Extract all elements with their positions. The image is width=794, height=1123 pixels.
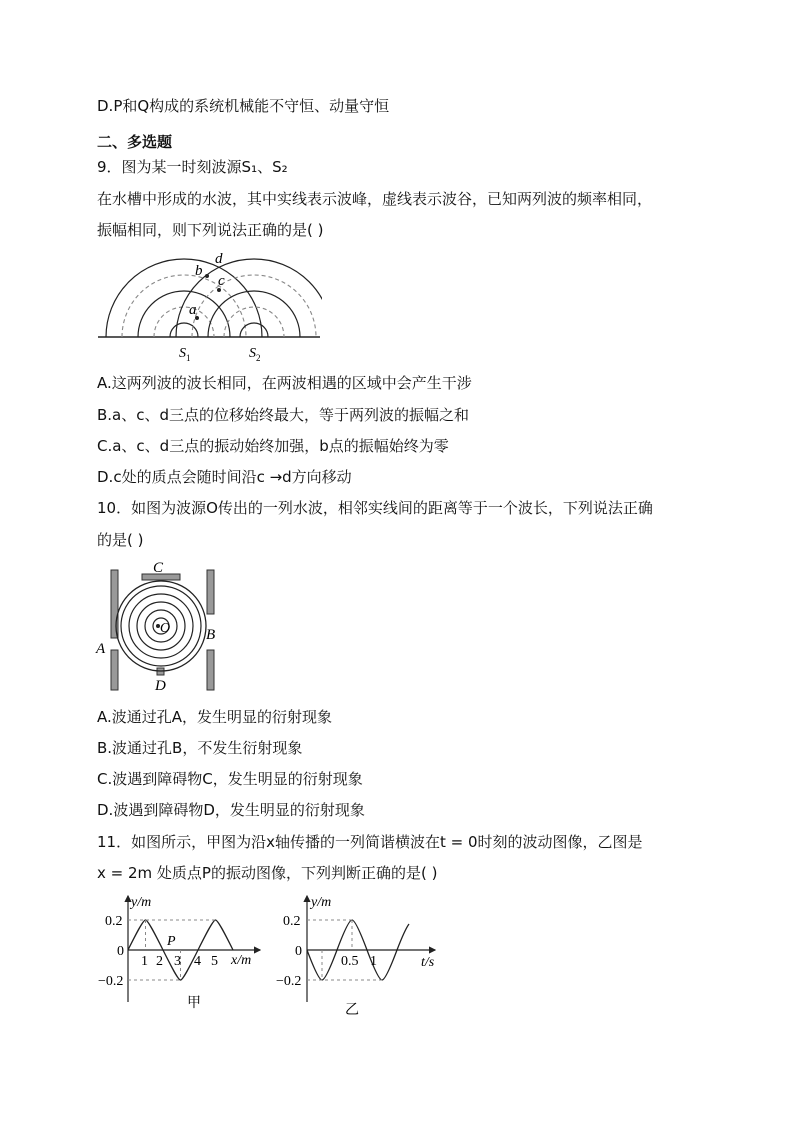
label-a: A (96, 641, 106, 657)
q10-option-d: D.波遇到障碍物D，发生明显的衍射现象 (97, 801, 365, 819)
q11-graph-jia (98, 890, 268, 1014)
point-b-dot (205, 274, 209, 278)
q10-stem-line1: 10．如图为波源O传出的一列水波，相邻实线间的距离等于一个波长，下列说法正确 (97, 499, 653, 517)
jia-xtick-2: 2 (156, 954, 163, 969)
svg-text:S1 (179, 346, 191, 363)
q10-diffraction-figure (94, 558, 224, 696)
wall-right-top (207, 570, 214, 614)
yi-ytick-neg: −0.2 (276, 974, 302, 989)
label-a: a (189, 302, 197, 318)
q10-option-a: A.波通过孔A，发生明显的衍射现象 (97, 708, 333, 726)
q10-stem-line2: 的是( ) (97, 531, 144, 549)
q10-option-b: B.波通过孔B，不发生衍射现象 (97, 739, 303, 757)
q11-graph-yi (275, 890, 445, 1020)
label-s2-sub: 2 (256, 353, 261, 363)
label-c: C (153, 560, 164, 576)
wall-left-top (111, 570, 118, 638)
q10-option-c: C.波遇到障碍物C，发生明显的衍射现象 (97, 770, 363, 788)
jia-caption: 甲 (187, 995, 201, 1011)
yi-xlabel: t/s (421, 955, 435, 970)
label-o: O (160, 621, 171, 636)
label-b: B (206, 627, 216, 643)
q9-option-c: C.a、c、d三点的振动始终加强，b点的振幅始终为零 (97, 437, 449, 455)
q9-stem-line1: 9．图为某一时刻波源S₁、S₂ (97, 158, 288, 176)
label-s1: S (179, 346, 186, 361)
jia-ytick-zero: 0 (117, 944, 124, 959)
q9-option-a: A.这两列波的波长相同，在两波相遇的区域中会产生干涉 (97, 374, 472, 392)
q9-interference-figure (94, 248, 324, 366)
jia-xtick-5: 5 (211, 954, 218, 969)
yi-xtick-1: 1 (370, 954, 377, 969)
jia-ytick-pos: 0.2 (105, 914, 123, 929)
jia-xtick-1: 1 (141, 954, 148, 969)
label-c: c (218, 273, 225, 289)
q9-option-d: D.c处的质点会随时间沿c →d方向移动 (97, 468, 352, 486)
jia-ylabel: y/m (131, 895, 152, 910)
yi-ylabel: y/m (311, 895, 332, 910)
section-heading: 二、多选题 (97, 133, 173, 151)
label-d: D (155, 678, 166, 694)
jia-xtick-3: 3 (174, 954, 181, 969)
jia-xlabel: x/m (231, 953, 252, 968)
jia-xtick-4: 4 (194, 954, 201, 969)
wall-right-bottom (207, 650, 214, 690)
yi-ytick-pos: 0.2 (283, 914, 301, 929)
q8-option-d: D.P和Q构成的系统机械能不守恒、动量守恒 (97, 97, 390, 115)
yi-xtick-0.5: 0.5 (341, 954, 359, 969)
label-s2: S (249, 346, 256, 361)
label-d: d (215, 251, 223, 267)
yi-caption: 乙 (345, 1002, 359, 1018)
wall-left-bottom (111, 650, 118, 690)
jia-point-p: P (167, 934, 176, 949)
q9-stem-line2: 在水槽中形成的水波，其中实线表示波峰，虚线表示波谷，已知两列波的频率相同， (97, 190, 653, 208)
q11-stem-line1: 11．如图所示，甲图为沿x轴传播的一列简谐横波在t = 0时刻的波动图像，乙图是 (97, 833, 643, 851)
label-b: b (195, 263, 203, 279)
q9-stem-line3: 振幅相同，则下列说法正确的是( ) (97, 221, 324, 239)
jia-ytick-neg: −0.2 (98, 974, 124, 989)
svg-text:S2 (249, 346, 261, 363)
label-s1-sub: 1 (186, 353, 191, 363)
yi-ytick-zero: 0 (295, 944, 302, 959)
q11-stem-line2: x = 2m 处质点P的振动图像，下列判断正确的是( ) (97, 864, 438, 882)
q9-option-b: B.a、c、d三点的位移始终最大，等于两列波的振幅之和 (97, 406, 470, 424)
